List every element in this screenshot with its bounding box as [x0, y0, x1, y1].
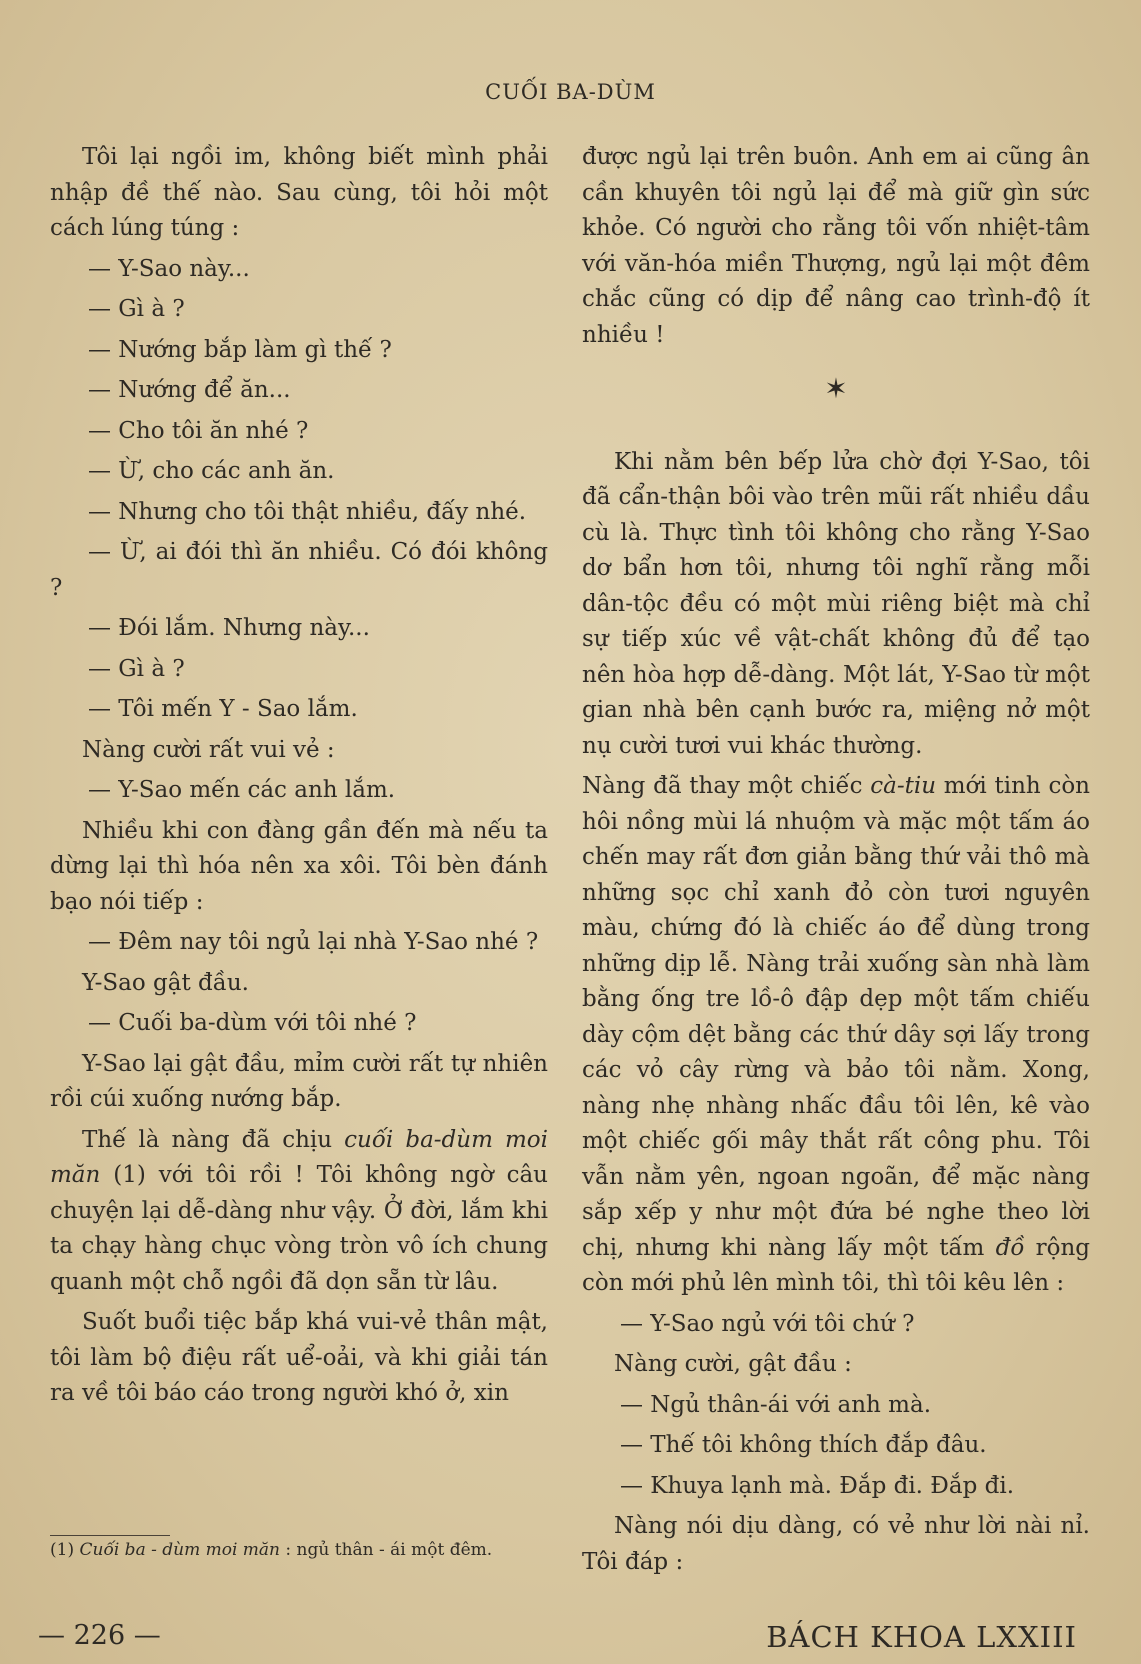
text-run: (1) với tôi rồi ! Tôi không ngờ câu chuyện lại dễ-dàng như vậy. Ở đời, lắm khi ta chạy hàng chục vòng tròn vô ích chung quanh một chỗ ngồi đã dọn sẵn từ lâu. — [50, 1162, 548, 1295]
dialogue-line: — Y-Sao này... — [88, 255, 250, 282]
left-column — [50, 140, 548, 1417]
section-break-star: ✶ — [824, 372, 848, 405]
dialogue-line: — Nướng để ăn... — [88, 377, 291, 403]
footnote-divider — [50, 1535, 170, 1536]
paragraph: Khi nằm bên bếp lửa chờ đợi Y-Sao, tôi đã cẩn-thận bôi vào trên mũi rất nhiều dầu cù là. Thực tình tôi không cho rằng Y-Sao dơ bẩn hơn tôi, nhưng tôi nghĩ rằng mỗi dân-tộc đều có một mùi riêng biệt mà chỉ sự tiếp xúc về vật-chất không đủ để tạo nên hòa hợp dễ-dàng. Một lát, Y-Sao từ một gian nhà bên cạnh bước ra, miệng nở một nụ cười tươi vui khác thường. — [582, 448, 1090, 759]
running-title: CUỐI BA-DÙM — [485, 80, 656, 104]
paragraph: Nàng cười rất vui vẻ : — [82, 736, 335, 763]
dialogue-line: — Thế tôi không thích đắp đâu. — [620, 1432, 987, 1458]
dialogue-line: — Ngủ thân-ái với anh mà. — [620, 1391, 932, 1418]
dialogue-line: — Y-Sao ngủ với tôi chứ ? — [620, 1310, 915, 1337]
paragraph: Y-Sao lại gật đầu, mỉm cười rất tự nhiên rồi cúi xuống nướng bắp. — [50, 1050, 548, 1112]
paragraph — [582, 769, 1090, 1302]
dialogue-line: — Cho tôi ăn nhé ? — [88, 417, 309, 444]
dialogue-line: — Đói lắm. Nhưng này... — [88, 615, 370, 641]
text-run: Thế là nàng đã chịu — [82, 1126, 345, 1153]
dialogue-line: — Nướng bắp làm gì thế ? — [88, 336, 392, 363]
paragraph: Suốt buổi tiệc bắp khá vui-vẻ thân mật, tôi làm bộ điệu rất uể-oải, và khi giải tán ra về tôi báo cáo trong người khó ở, xin — [50, 1309, 548, 1406]
paragraph: Nàng nói dịu dàng, có vẻ như lời nài nỉ. Tôi đáp : — [582, 1513, 1090, 1575]
paragraph: Nhiều khi con đàng gần đến mà nếu ta dừng lại thì hóa nên xa xôi. Tôi bèn đánh bạo nói tiếp : — [50, 817, 548, 915]
footnote-mark: (1) — [50, 1540, 80, 1560]
text-run: Nàng đã thay một chiếc — [582, 773, 871, 799]
paragraph — [50, 1123, 548, 1301]
dialogue-line: — Ừ, cho các anh ăn. — [88, 458, 335, 484]
footnote-term: Cuối ba - dùm moi măn — [79, 1540, 281, 1560]
dialogue-line: — Y-Sao mến các anh lắm. — [88, 777, 396, 803]
right-column — [582, 140, 1090, 1585]
footnote-definition: : ngủ thân - ái một đêm. — [280, 1540, 493, 1560]
italic-term: cuối ba-dùm moi măn — [50, 1126, 548, 1188]
text-run: mới tinh còn hôi nồng mùi lá nhuộm và mặc một tấm áo chến may rất đơn giản bằng thứ vải thô mà những sọc chỉ xanh đỏ còn tươi nguyên màu, chứng đó là chiếc áo để dùng trong những dịp lễ. Nàng trải xuống sàn nhà làm bằng ống tre lồ-ô đập dẹp một tấm chiếu dày cộm dệt bằng các thứ dây sợi lấy trong các vỏ cây rừng và bảo tôi nằm. Xong, nàng nhẹ nhàng nhấc đầu tôi lên, kê vào một chiếc gối mây thắt rất công phu. Tôi vẫn nằm yên, ngoan ngoãn, để mặc nàng sắp xếp y như một đứa bé nghe theo lời chị, nhưng khi nàng lấy một tấm — [582, 773, 1090, 1261]
dialogue-line: — Cuối ba-dùm với tôi nhé ? — [88, 1010, 417, 1036]
page-number: — 226 — — [38, 1620, 161, 1651]
dialogue-line: — Gì à ? — [88, 296, 185, 322]
paragraph: Tôi lại ngồi im, không biết mình phải nhập đề thế nào. Sau cùng, tôi hỏi một cách lúng túng : — [50, 144, 548, 241]
dialogue-line: — Ừ, ai đói thì ăn nhiều. Có đói không ? — [50, 539, 548, 601]
dialogue-line: — Khuya lạnh mà. Đắp đi. Đắp đi. — [620, 1472, 1014, 1499]
magazine-issue: BÁCH KHOA LXXIII — [766, 1620, 1077, 1654]
paragraph: được ngủ lại trên buôn. Anh em ai cũng ân cần khuyên tôi ngủ lại để mà giữ gìn sức khỏe. Có người cho rằng tôi vốn nhiệt-tâm với văn-hóa miền Thượng, ngủ lại một đêm chắc cũng có dịp để nâng cao trình-độ ít nhiều ! — [582, 144, 1090, 348]
italic-term: đồ — [995, 1234, 1025, 1261]
footnote — [50, 1537, 548, 1563]
text-run: rộng còn mới phủ lên mình tôi, thì tôi kêu lên : — [582, 1234, 1090, 1296]
dialogue-line: — Gì à ? — [88, 655, 185, 682]
paragraph: Nàng cười, gật đầu : — [614, 1351, 852, 1377]
paragraph: Y-Sao gật đầu. — [82, 969, 249, 996]
dialogue-line: — Đêm nay tôi ngủ lại nhà Y-Sao nhé ? — [88, 929, 539, 955]
italic-term: cà-tiu — [870, 773, 937, 799]
dialogue-line: — Nhưng cho tôi thật nhiều, đấy nhé. — [88, 498, 527, 525]
dialogue-line: — Tôi mến Y - Sao lắm. — [88, 696, 358, 722]
